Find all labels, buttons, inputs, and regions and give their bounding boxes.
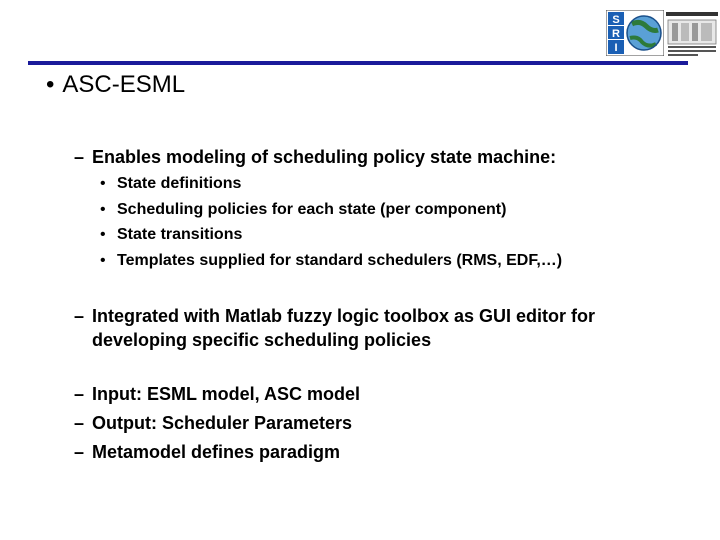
isis-logo xyxy=(666,12,718,56)
sub-list-item xyxy=(100,175,241,193)
dash-marker: – xyxy=(74,384,85,404)
sri-logo-letter-i: I xyxy=(614,42,618,54)
list-item-text: Metamodel defines paradigm xyxy=(92,442,341,462)
title-divider-rule xyxy=(28,61,688,65)
dash-marker: – xyxy=(74,306,85,326)
list-item-text-line1: Integrated with Matlab fuzzy logic toolbox as GUI editor for xyxy=(92,306,596,326)
list-item-text: Enables modeling of scheduling policy state machine: xyxy=(92,147,557,167)
list-item-text: Output: Scheduler Parameters xyxy=(92,413,353,433)
sub-bullet-marker: • xyxy=(100,226,106,243)
sub-list-item xyxy=(100,201,506,219)
list-item-text: Input: ESML model, ASC model xyxy=(92,384,361,404)
dash-marker: – xyxy=(74,413,85,433)
dash-marker: – xyxy=(74,442,85,462)
sri-logo xyxy=(606,10,664,56)
title-text: ASC-ESML xyxy=(62,71,186,98)
sri-logo-letter-r: R xyxy=(612,28,620,40)
sub-list-item-text: State transitions xyxy=(117,226,243,243)
sub-list-item-text: Scheduling policies for each state (per component) xyxy=(117,201,507,218)
list-item xyxy=(74,411,352,435)
sub-list-item-text: State definitions xyxy=(117,175,242,192)
sub-list-item-text: Templates supplied for standard schedulers (RMS, EDF,…) xyxy=(117,252,563,269)
sri-logo-letter-s: S xyxy=(612,14,620,26)
sub-bullet-marker: • xyxy=(100,201,106,218)
list-item xyxy=(74,382,360,406)
sub-list-item xyxy=(100,252,562,270)
sub-bullet-marker: • xyxy=(100,252,106,269)
title-bullet: • xyxy=(46,71,55,98)
sub-list-item xyxy=(100,226,242,244)
sub-bullet-marker: • xyxy=(100,175,106,192)
list-item xyxy=(74,145,556,169)
list-item xyxy=(74,304,595,352)
dash-marker: – xyxy=(74,147,85,167)
slide-title xyxy=(46,71,185,99)
list-item xyxy=(74,440,340,464)
list-item-text-line2: developing specific scheduling policies xyxy=(92,330,432,350)
